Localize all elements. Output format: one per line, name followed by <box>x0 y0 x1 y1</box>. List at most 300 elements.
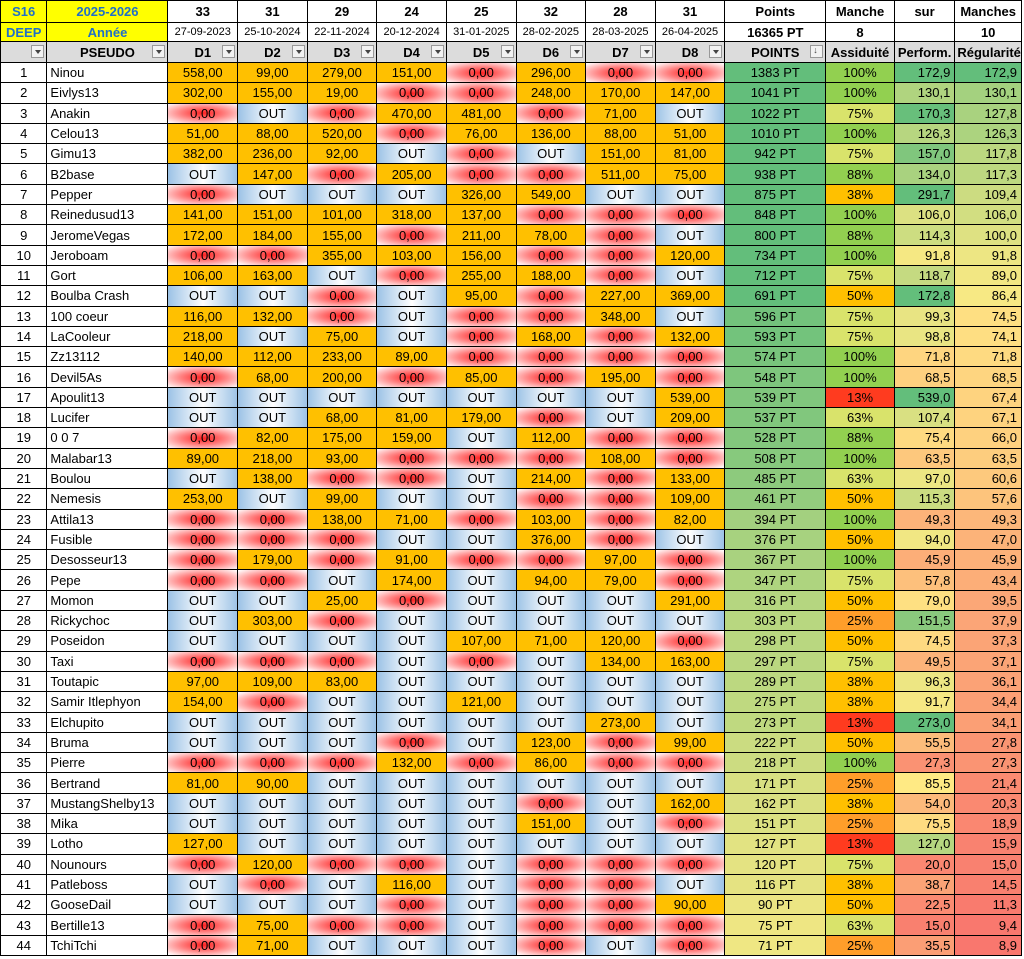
regularite-cell[interactable]: 15,9 <box>955 834 1022 854</box>
performance-cell[interactable]: 97,0 <box>894 468 955 488</box>
assiduite-cell[interactable]: 75% <box>826 265 895 285</box>
day-score-cell[interactable]: 0,00 <box>377 225 447 245</box>
date-cell-5[interactable]: 31-01-2025 <box>446 23 516 42</box>
row-index-cell[interactable]: 18 <box>1 408 47 428</box>
points-cell[interactable]: 574 PT <box>725 347 826 367</box>
assiduite-cell[interactable]: 63% <box>826 468 895 488</box>
row-index-cell[interactable]: 42 <box>1 895 47 915</box>
day-score-cell[interactable]: 68,00 <box>238 367 308 387</box>
day-score-cell[interactable]: 94,00 <box>516 570 586 590</box>
day-score-cell[interactable]: 83,00 <box>307 671 377 691</box>
row-index-cell[interactable]: 19 <box>1 428 47 448</box>
pseudo-cell[interactable]: Nemesis <box>47 489 168 509</box>
row-index-cell[interactable]: 27 <box>1 590 47 610</box>
day-score-cell[interactable]: 0,00 <box>586 895 656 915</box>
day-score-cell[interactable]: OUT <box>377 773 447 793</box>
day-score-cell[interactable]: OUT <box>655 225 725 245</box>
performance-cell[interactable]: 91,8 <box>894 245 955 265</box>
day-score-cell[interactable]: 0,00 <box>307 611 377 631</box>
day-score-cell[interactable]: 0,00 <box>377 915 447 935</box>
day-score-cell[interactable]: 0,00 <box>516 550 586 570</box>
points-cell[interactable]: 942 PT <box>725 144 826 164</box>
day-score-cell[interactable]: 218,00 <box>238 448 308 468</box>
day-score-cell[interactable]: 0,00 <box>655 854 725 874</box>
row-index-cell[interactable]: 43 <box>1 915 47 935</box>
index-col-header[interactable] <box>1 42 47 63</box>
regularite-cell[interactable]: 47,0 <box>955 529 1022 549</box>
performance-cell[interactable]: 94,0 <box>894 529 955 549</box>
day-score-cell[interactable]: OUT <box>238 712 308 732</box>
performance-cell[interactable]: 134,0 <box>894 164 955 184</box>
pseudo-cell[interactable]: Toutapic <box>47 671 168 691</box>
points-cell[interactable]: 75 PT <box>725 915 826 935</box>
points-cell[interactable]: 508 PT <box>725 448 826 468</box>
points-cell[interactable]: 151 PT <box>725 813 826 833</box>
day-score-cell[interactable]: 0,00 <box>586 753 656 773</box>
day-score-cell[interactable]: 0,00 <box>168 367 238 387</box>
regularite-cell[interactable]: 49,3 <box>955 509 1022 529</box>
day-score-cell[interactable]: 253,00 <box>168 489 238 509</box>
assiduite-cell[interactable]: 50% <box>826 489 895 509</box>
day-score-cell[interactable]: OUT <box>655 692 725 712</box>
day-score-cell[interactable]: 0,00 <box>586 265 656 285</box>
day-score-cell[interactable]: 85,00 <box>446 367 516 387</box>
day-score-cell[interactable]: OUT <box>655 529 725 549</box>
row-index-cell[interactable]: 22 <box>1 489 47 509</box>
pseudo-cell[interactable]: Gort <box>47 265 168 285</box>
row-index-cell[interactable]: 3 <box>1 103 47 123</box>
performance-cell[interactable]: 172,9 <box>894 63 955 83</box>
row-index-cell[interactable]: 9 <box>1 225 47 245</box>
pseudo-cell[interactable]: Anakin <box>47 103 168 123</box>
regularite-cell[interactable]: 172,9 <box>955 63 1022 83</box>
day-score-cell[interactable]: 0,00 <box>516 895 586 915</box>
day-score-cell[interactable]: 19,00 <box>307 83 377 103</box>
day-score-cell[interactable]: 0,00 <box>655 347 725 367</box>
day-score-cell[interactable]: 0,00 <box>446 550 516 570</box>
day-score-cell[interactable]: 0,00 <box>307 651 377 671</box>
regularite-cell[interactable]: 126,3 <box>955 123 1022 143</box>
day-score-cell[interactable]: 120,00 <box>655 245 725 265</box>
day-score-cell[interactable]: OUT <box>238 326 308 346</box>
day-score-cell[interactable]: 112,00 <box>516 428 586 448</box>
day-score-cell[interactable]: 348,00 <box>586 306 656 326</box>
day-score-cell[interactable]: 195,00 <box>586 367 656 387</box>
day-score-cell[interactable]: 138,00 <box>238 468 308 488</box>
day-score-cell[interactable]: OUT <box>238 834 308 854</box>
pseudo-cell[interactable]: Pierre <box>47 753 168 773</box>
d7-col-header[interactable] <box>586 42 656 63</box>
count-cell-3[interactable]: 29 <box>307 1 377 23</box>
day-score-cell[interactable]: 109,00 <box>655 489 725 509</box>
day-score-cell[interactable]: 0,00 <box>168 509 238 529</box>
day-score-cell[interactable]: OUT <box>238 489 308 509</box>
pseudo-cell[interactable]: Poseidon <box>47 631 168 651</box>
day-score-cell[interactable]: 209,00 <box>655 408 725 428</box>
day-score-cell[interactable]: 511,00 <box>586 164 656 184</box>
regularite-cell[interactable]: 45,9 <box>955 550 1022 570</box>
day-score-cell[interactable]: OUT <box>586 773 656 793</box>
day-score-cell[interactable]: 376,00 <box>516 529 586 549</box>
day-score-cell[interactable]: 120,00 <box>586 631 656 651</box>
points-cell[interactable]: 691 PT <box>725 286 826 306</box>
points-cell[interactable]: 303 PT <box>725 611 826 631</box>
day-score-cell[interactable]: 0,00 <box>307 164 377 184</box>
points-cell[interactable]: 90 PT <box>725 895 826 915</box>
points-cell[interactable]: 528 PT <box>725 428 826 448</box>
performance-cell[interactable]: 98,8 <box>894 326 955 346</box>
assiduite-cell[interactable]: 25% <box>826 813 895 833</box>
day-score-cell[interactable]: 303,00 <box>238 611 308 631</box>
performance-cell[interactable]: 55,5 <box>894 732 955 752</box>
pseudo-cell[interactable]: Boulou <box>47 468 168 488</box>
day-score-cell[interactable]: OUT <box>377 651 447 671</box>
performance-cell[interactable]: 107,4 <box>894 408 955 428</box>
day-score-cell[interactable]: 549,00 <box>516 184 586 204</box>
day-score-cell[interactable]: 89,00 <box>168 448 238 468</box>
regularite-cell[interactable]: 57,6 <box>955 489 1022 509</box>
day-score-cell[interactable]: 116,00 <box>168 306 238 326</box>
day-score-cell[interactable]: 0,00 <box>655 753 725 773</box>
day-score-cell[interactable]: OUT <box>307 834 377 854</box>
day-score-cell[interactable]: 75,00 <box>655 164 725 184</box>
day-score-cell[interactable]: OUT <box>655 773 725 793</box>
day-score-cell[interactable]: 0,00 <box>586 428 656 448</box>
regularite-cell[interactable]: 130,1 <box>955 83 1022 103</box>
manches-label-cell[interactable]: Manches <box>955 1 1022 23</box>
performance-cell[interactable]: 114,3 <box>894 225 955 245</box>
row-index-cell[interactable]: 15 <box>1 347 47 367</box>
points-cell[interactable]: 734 PT <box>725 245 826 265</box>
day-score-cell[interactable]: 0,00 <box>377 590 447 610</box>
points-cell[interactable]: 347 PT <box>725 570 826 590</box>
day-score-cell[interactable]: OUT <box>238 184 308 204</box>
day-score-cell[interactable]: OUT <box>446 813 516 833</box>
day-score-cell[interactable]: OUT <box>377 834 447 854</box>
assiduite-cell[interactable]: 50% <box>826 286 895 306</box>
regularite-cell[interactable]: 18,9 <box>955 813 1022 833</box>
row-index-cell[interactable]: 31 <box>1 671 47 691</box>
day-score-cell[interactable]: 109,00 <box>238 671 308 691</box>
count-cell-1[interactable]: 33 <box>168 1 238 23</box>
day-score-cell[interactable]: 136,00 <box>516 123 586 143</box>
day-score-cell[interactable]: OUT <box>377 144 447 164</box>
day-score-cell[interactable]: 0,00 <box>586 326 656 346</box>
day-score-cell[interactable]: 470,00 <box>377 103 447 123</box>
day-score-cell[interactable]: OUT <box>446 773 516 793</box>
day-score-cell[interactable]: OUT <box>586 813 656 833</box>
row-index-cell[interactable]: 41 <box>1 874 47 894</box>
row-index-cell[interactable]: 40 <box>1 854 47 874</box>
row-index-cell[interactable]: 44 <box>1 935 47 955</box>
day-score-cell[interactable]: OUT <box>516 692 586 712</box>
manche-label-cell[interactable]: Manche <box>826 1 895 23</box>
row-index-cell[interactable]: 16 <box>1 367 47 387</box>
regularite-cell[interactable]: 91,8 <box>955 245 1022 265</box>
assiduite-cell[interactable]: 13% <box>826 712 895 732</box>
day-score-cell[interactable]: 0,00 <box>655 813 725 833</box>
day-score-cell[interactable]: 0,00 <box>516 103 586 123</box>
day-score-cell[interactable]: 132,00 <box>377 753 447 773</box>
filter-dropdown-icon[interactable] <box>431 45 444 58</box>
day-score-cell[interactable]: 0,00 <box>168 570 238 590</box>
performance-cell[interactable]: 75,5 <box>894 813 955 833</box>
pseudo-cell[interactable]: 0 0 7 <box>47 428 168 448</box>
points-cell[interactable]: 275 PT <box>725 692 826 712</box>
points-cell[interactable]: 848 PT <box>725 205 826 225</box>
row-index-cell[interactable]: 37 <box>1 793 47 813</box>
performance-cell[interactable]: 49,5 <box>894 651 955 671</box>
day-score-cell[interactable]: 90,00 <box>238 773 308 793</box>
pseudo-cell[interactable]: GooseDail <box>47 895 168 915</box>
day-score-cell[interactable]: 0,00 <box>168 651 238 671</box>
pseudo-cell[interactable]: Reinedusud13 <box>47 205 168 225</box>
day-score-cell[interactable]: 168,00 <box>516 326 586 346</box>
row-index-cell[interactable]: 13 <box>1 306 47 326</box>
assiduite-cell[interactable]: 75% <box>826 306 895 326</box>
row-index-cell[interactable]: 1 <box>1 63 47 83</box>
filter-dropdown-icon[interactable] <box>361 45 374 58</box>
pseudo-cell[interactable]: Rickychoc <box>47 611 168 631</box>
day-score-cell[interactable]: OUT <box>516 144 586 164</box>
row-index-cell[interactable]: 30 <box>1 651 47 671</box>
assiduite-cell[interactable]: 38% <box>826 671 895 691</box>
points-col-header[interactable] <box>725 42 826 63</box>
pseudo-cell[interactable]: Lotho <box>47 834 168 854</box>
day-score-cell[interactable]: OUT <box>377 387 447 407</box>
day-score-cell[interactable]: 147,00 <box>238 164 308 184</box>
day-score-cell[interactable]: 97,00 <box>586 550 656 570</box>
day-score-cell[interactable]: 0,00 <box>168 854 238 874</box>
day-score-cell[interactable]: 99,00 <box>238 63 308 83</box>
day-score-cell[interactable]: 103,00 <box>377 245 447 265</box>
row-index-cell[interactable]: 8 <box>1 205 47 225</box>
day-score-cell[interactable]: 76,00 <box>446 123 516 143</box>
pseudo-cell[interactable]: LaCooleur <box>47 326 168 346</box>
points-cell[interactable]: 298 PT <box>725 631 826 651</box>
regularite-cell[interactable]: 9,4 <box>955 915 1022 935</box>
day-score-cell[interactable]: 0,00 <box>655 63 725 83</box>
assiduite-cell[interactable]: 50% <box>826 895 895 915</box>
day-score-cell[interactable]: 0,00 <box>655 367 725 387</box>
performance-cell[interactable]: 45,9 <box>894 550 955 570</box>
day-score-cell[interactable]: 179,00 <box>446 408 516 428</box>
d2-col-header[interactable] <box>238 42 308 63</box>
pseudo-cell[interactable]: Bertrand <box>47 773 168 793</box>
day-score-cell[interactable]: OUT <box>238 631 308 651</box>
assiduite-cell[interactable]: 75% <box>826 570 895 590</box>
points-cell[interactable]: 1010 PT <box>725 123 826 143</box>
day-score-cell[interactable]: OUT <box>307 184 377 204</box>
performance-cell[interactable]: 35,5 <box>894 935 955 955</box>
pseudo-cell[interactable]: Pepe <box>47 570 168 590</box>
performance-cell[interactable]: 539,0 <box>894 387 955 407</box>
assiduite-cell[interactable]: 88% <box>826 164 895 184</box>
day-score-cell[interactable]: 0,00 <box>586 468 656 488</box>
filter-dropdown-icon[interactable] <box>222 45 235 58</box>
day-score-cell[interactable]: OUT <box>446 834 516 854</box>
day-score-cell[interactable]: OUT <box>307 265 377 285</box>
day-score-cell[interactable]: OUT <box>238 590 308 610</box>
filter-dropdown-icon[interactable] <box>570 45 583 58</box>
performance-cell[interactable]: 291,7 <box>894 184 955 204</box>
day-score-cell[interactable]: 0,00 <box>168 550 238 570</box>
pseudo-cell[interactable]: Boulba Crash <box>47 286 168 306</box>
day-score-cell[interactable]: OUT <box>307 692 377 712</box>
d6-col-header[interactable] <box>516 42 586 63</box>
day-score-cell[interactable]: OUT <box>307 631 377 651</box>
day-score-cell[interactable]: 75,00 <box>307 326 377 346</box>
day-score-cell[interactable]: 0,00 <box>446 326 516 346</box>
pseudo-cell[interactable]: Samir Itlephyon <box>47 692 168 712</box>
day-score-cell[interactable]: OUT <box>586 387 656 407</box>
points-cell[interactable]: 485 PT <box>725 468 826 488</box>
assiduite-cell[interactable]: 100% <box>826 753 895 773</box>
day-score-cell[interactable]: 0,00 <box>238 529 308 549</box>
day-score-cell[interactable]: 0,00 <box>516 793 586 813</box>
day-score-cell[interactable]: OUT <box>238 732 308 752</box>
day-score-cell[interactable]: OUT <box>377 489 447 509</box>
day-score-cell[interactable]: OUT <box>516 671 586 691</box>
day-score-cell[interactable]: 154,00 <box>168 692 238 712</box>
points-cell[interactable]: 316 PT <box>725 590 826 610</box>
regularite-cell[interactable]: 117,3 <box>955 164 1022 184</box>
day-score-cell[interactable]: OUT <box>586 590 656 610</box>
day-score-cell[interactable]: 0,00 <box>655 448 725 468</box>
day-score-cell[interactable]: OUT <box>377 671 447 691</box>
day-score-cell[interactable]: OUT <box>168 813 238 833</box>
row-index-cell[interactable]: 39 <box>1 834 47 854</box>
row-index-cell[interactable]: 4 <box>1 123 47 143</box>
day-score-cell[interactable]: OUT <box>516 834 586 854</box>
pseudo-cell[interactable]: Pepper <box>47 184 168 204</box>
day-score-cell[interactable]: OUT <box>446 468 516 488</box>
filter-dropdown-icon[interactable] <box>709 45 722 58</box>
day-score-cell[interactable]: 279,00 <box>307 63 377 83</box>
day-score-cell[interactable]: 184,00 <box>238 225 308 245</box>
day-score-cell[interactable]: OUT <box>516 651 586 671</box>
assiduite-cell[interactable]: 38% <box>826 874 895 894</box>
day-score-cell[interactable]: OUT <box>446 712 516 732</box>
day-score-cell[interactable]: 0,00 <box>446 347 516 367</box>
points-cell[interactable]: 394 PT <box>725 509 826 529</box>
day-score-cell[interactable]: OUT <box>307 935 377 955</box>
row-index-cell[interactable]: 21 <box>1 468 47 488</box>
day-score-cell[interactable]: 0,00 <box>586 347 656 367</box>
day-score-cell[interactable]: OUT <box>168 874 238 894</box>
day-score-cell[interactable]: OUT <box>446 570 516 590</box>
day-score-cell[interactable]: OUT <box>307 387 377 407</box>
day-score-cell[interactable]: 0,00 <box>168 915 238 935</box>
day-score-cell[interactable]: 0,00 <box>446 651 516 671</box>
empty-sur-cell[interactable] <box>894 23 955 42</box>
day-score-cell[interactable]: OUT <box>168 164 238 184</box>
day-score-cell[interactable]: OUT <box>168 286 238 306</box>
day-score-cell[interactable]: 82,00 <box>655 509 725 529</box>
regularite-cell[interactable]: 68,5 <box>955 367 1022 387</box>
day-score-cell[interactable]: 558,00 <box>168 63 238 83</box>
points-cell[interactable]: 875 PT <box>725 184 826 204</box>
day-score-cell[interactable]: 75,00 <box>238 915 308 935</box>
day-score-cell[interactable]: 0,00 <box>516 854 586 874</box>
regularite-cell[interactable]: 117,8 <box>955 144 1022 164</box>
day-score-cell[interactable]: 88,00 <box>238 123 308 143</box>
pseudo-cell[interactable]: Eivlys13 <box>47 83 168 103</box>
points-cell[interactable]: 367 PT <box>725 550 826 570</box>
perform-col-header[interactable]: Perform. <box>894 42 955 63</box>
day-score-cell[interactable]: OUT <box>516 773 586 793</box>
performance-cell[interactable]: 91,7 <box>894 692 955 712</box>
row-index-cell[interactable]: 36 <box>1 773 47 793</box>
pseudo-cell[interactable]: Devil5As <box>47 367 168 387</box>
day-score-cell[interactable]: OUT <box>377 935 447 955</box>
row-index-cell[interactable]: 34 <box>1 732 47 752</box>
row-index-cell[interactable]: 12 <box>1 286 47 306</box>
regularite-cell[interactable]: 14,5 <box>955 874 1022 894</box>
day-score-cell[interactable]: OUT <box>446 428 516 448</box>
assiduite-cell[interactable]: 75% <box>826 326 895 346</box>
day-score-cell[interactable]: 170,00 <box>586 83 656 103</box>
day-score-cell[interactable]: 71,00 <box>377 509 447 529</box>
performance-cell[interactable]: 118,7 <box>894 265 955 285</box>
assiduite-cell[interactable]: 25% <box>826 773 895 793</box>
day-score-cell[interactable]: 108,00 <box>586 448 656 468</box>
performance-cell[interactable]: 273,0 <box>894 712 955 732</box>
pseudo-cell[interactable]: TchiTchi <box>47 935 168 955</box>
day-score-cell[interactable]: 0,00 <box>168 935 238 955</box>
day-score-cell[interactable]: 147,00 <box>655 83 725 103</box>
day-score-cell[interactable]: 0,00 <box>655 631 725 651</box>
pseudo-cell[interactable]: Nounours <box>47 854 168 874</box>
day-score-cell[interactable]: 127,00 <box>168 834 238 854</box>
day-score-cell[interactable]: 0,00 <box>586 529 656 549</box>
day-score-cell[interactable]: 255,00 <box>446 265 516 285</box>
day-score-cell[interactable]: 227,00 <box>586 286 656 306</box>
performance-cell[interactable]: 15,0 <box>894 915 955 935</box>
day-score-cell[interactable]: 0,00 <box>586 854 656 874</box>
performance-cell[interactable]: 157,0 <box>894 144 955 164</box>
pseudo-cell[interactable]: Attila13 <box>47 509 168 529</box>
day-score-cell[interactable]: 0,00 <box>377 895 447 915</box>
day-score-cell[interactable]: OUT <box>238 286 308 306</box>
regularite-cell[interactable]: 67,4 <box>955 387 1022 407</box>
day-score-cell[interactable]: 140,00 <box>168 347 238 367</box>
regularite-cell[interactable]: 8,9 <box>955 935 1022 955</box>
day-score-cell[interactable]: OUT <box>377 326 447 346</box>
day-score-cell[interactable]: 0,00 <box>238 509 308 529</box>
assiduite-cell[interactable]: 88% <box>826 225 895 245</box>
day-score-cell[interactable]: 0,00 <box>446 448 516 468</box>
pseudo-cell[interactable]: Apoulit13 <box>47 387 168 407</box>
day-score-cell[interactable]: 91,00 <box>377 550 447 570</box>
day-score-cell[interactable]: 79,00 <box>586 570 656 590</box>
day-score-cell[interactable]: 0,00 <box>446 164 516 184</box>
day-score-cell[interactable]: 179,00 <box>238 550 308 570</box>
points-cell[interactable]: 938 PT <box>725 164 826 184</box>
regularite-cell[interactable]: 86,4 <box>955 286 1022 306</box>
day-score-cell[interactable]: 0,00 <box>377 367 447 387</box>
day-score-cell[interactable]: 0,00 <box>377 732 447 752</box>
day-score-cell[interactable]: 95,00 <box>446 286 516 306</box>
day-score-cell[interactable]: 0,00 <box>516 935 586 955</box>
assiduite-cell[interactable]: 25% <box>826 611 895 631</box>
day-score-cell[interactable]: 155,00 <box>238 83 308 103</box>
day-score-cell[interactable]: 520,00 <box>307 123 377 143</box>
annee-cell[interactable]: Année <box>47 23 168 42</box>
day-score-cell[interactable]: 0,00 <box>655 935 725 955</box>
day-score-cell[interactable]: 103,00 <box>516 509 586 529</box>
day-score-cell[interactable]: OUT <box>168 590 238 610</box>
